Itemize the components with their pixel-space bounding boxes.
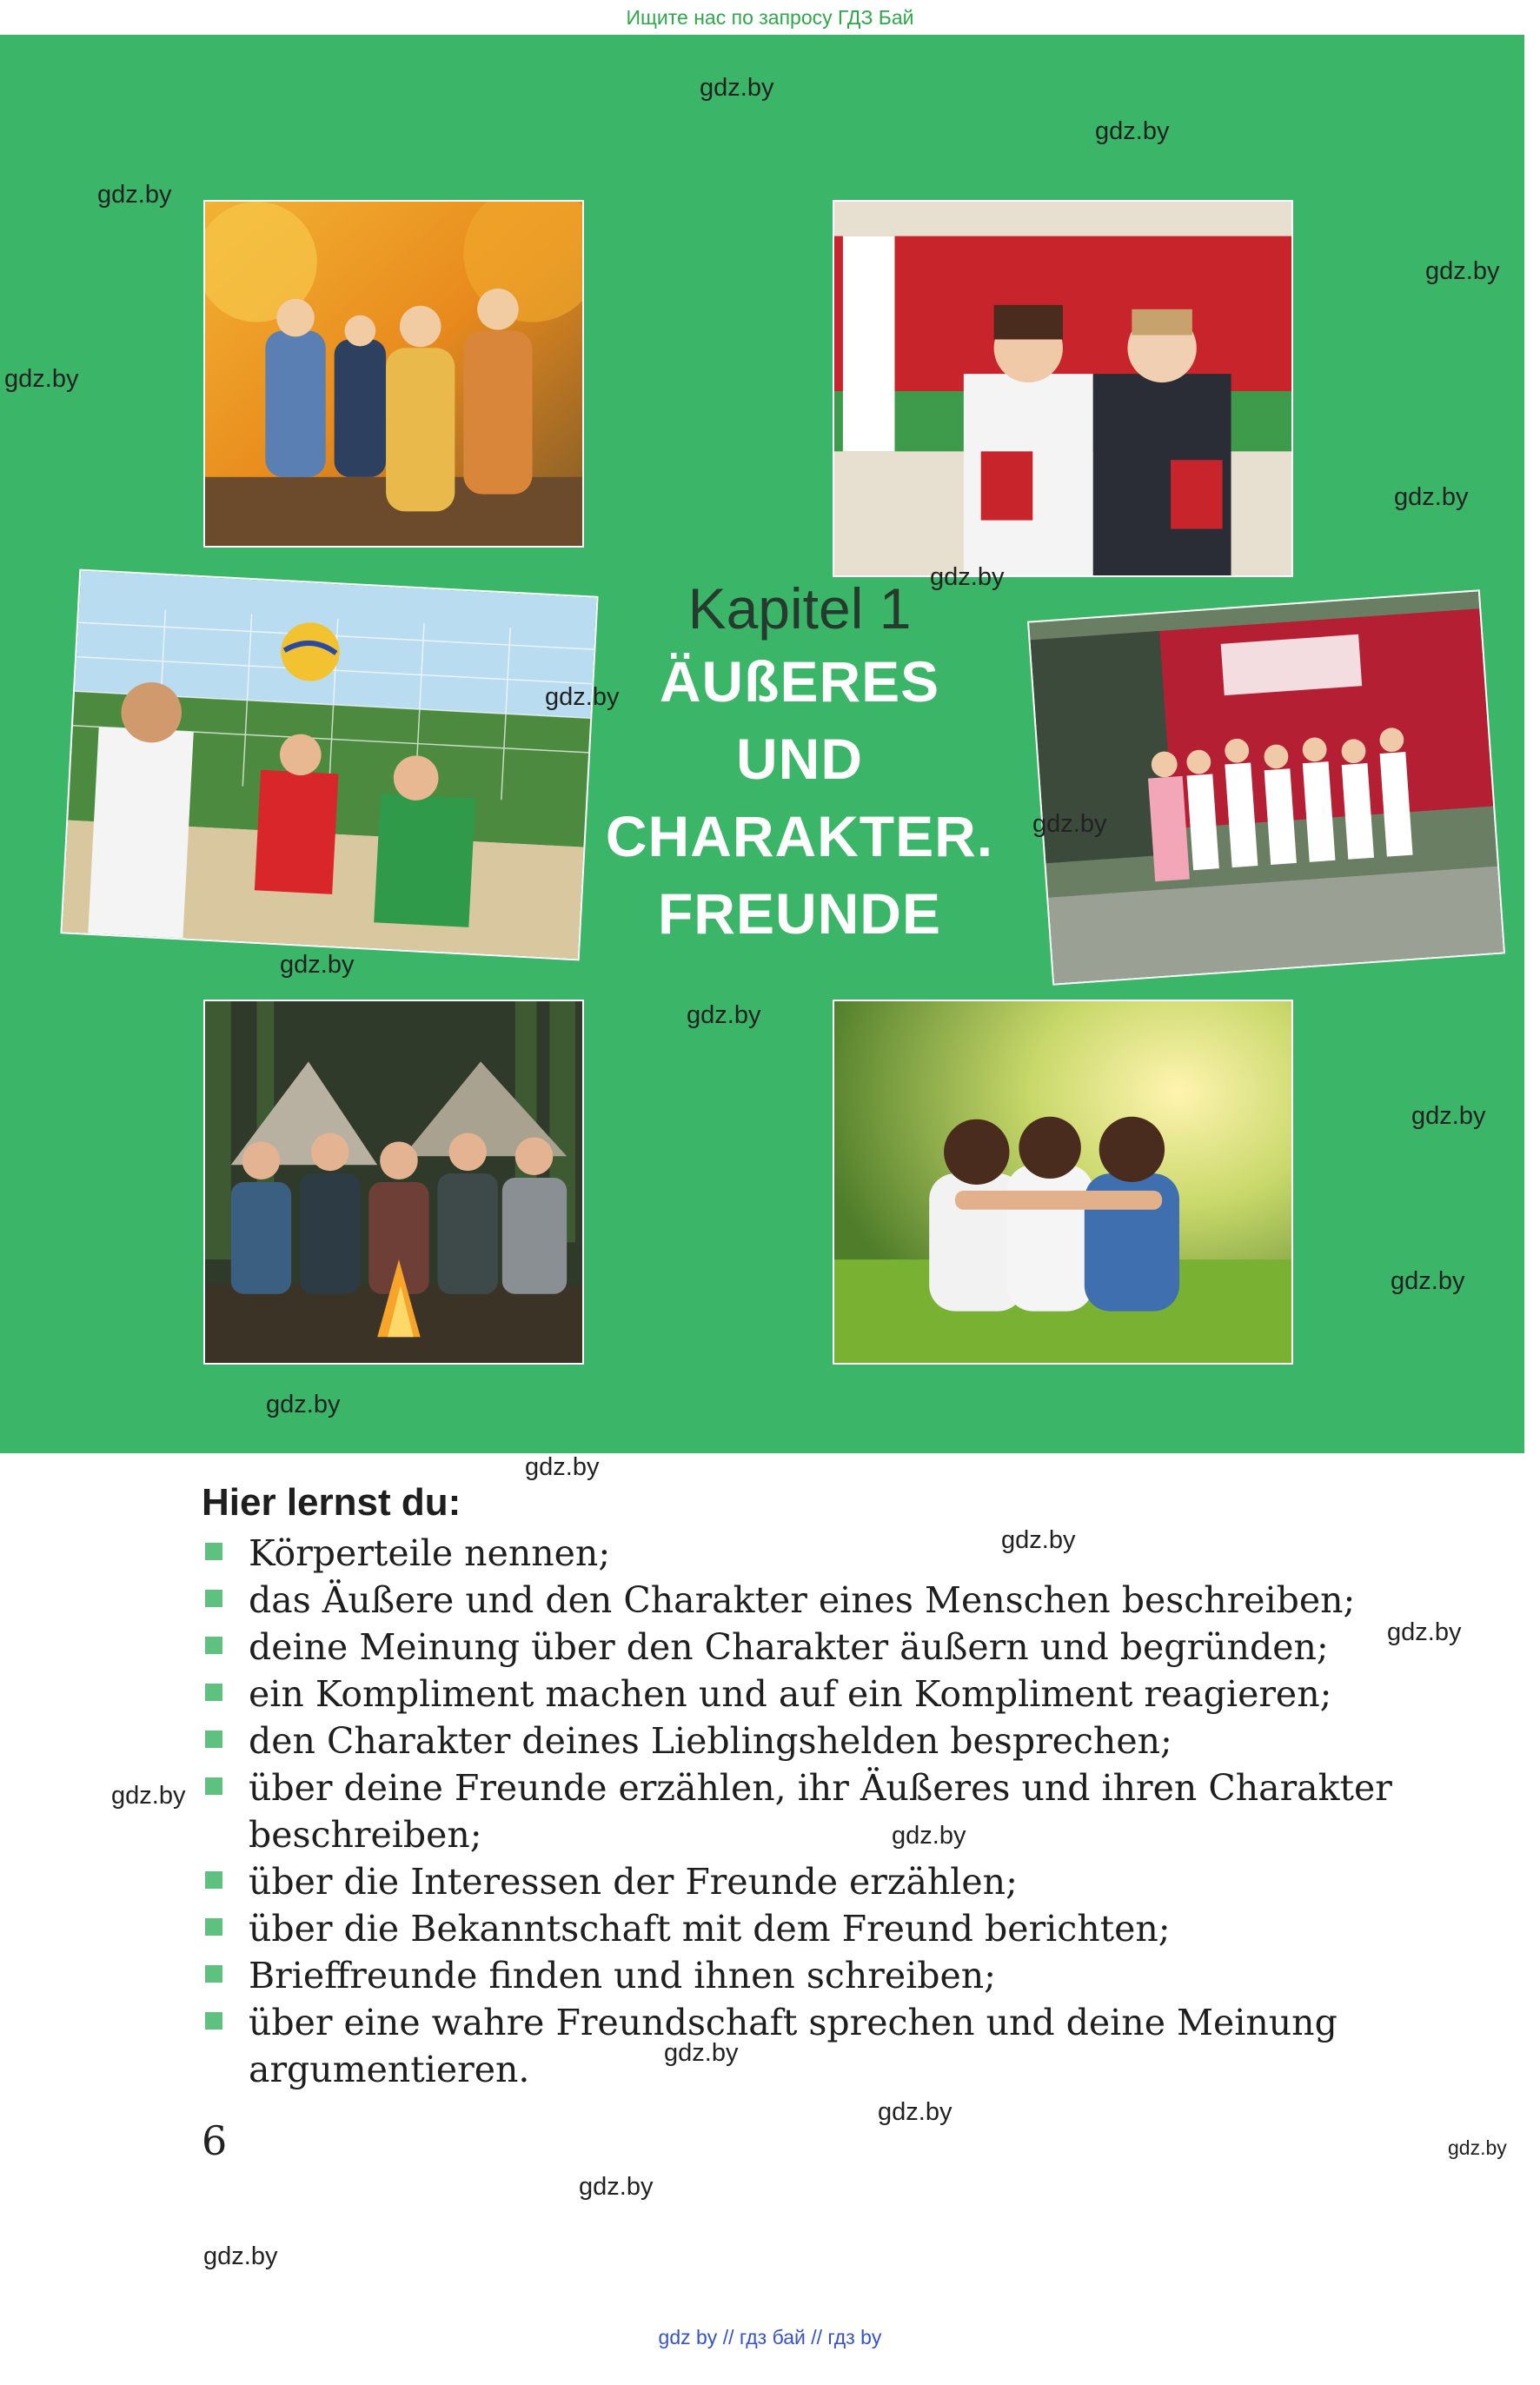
list-item-text: über deine Freunde erzählen, ihr Äußeres und ihren Charakter beschreiben;: [249, 1767, 1392, 1856]
watermark: gdz.by: [700, 74, 774, 102]
list-item-text: Körperteile nennen;: [249, 1532, 611, 1574]
watermark: gdz.by: [1425, 257, 1500, 285]
watermark: gdz.by: [1448, 2136, 1507, 2159]
chapter-number: Kapitel 1: [687, 576, 912, 641]
autumn-walk-photo: [203, 200, 584, 548]
page-number: 6: [202, 2117, 228, 2164]
pioneers-flag-photo: [833, 200, 1293, 577]
list-item: [202, 1577, 1439, 1624]
watermark: gdz.by: [1387, 1618, 1462, 1646]
square-bullet-icon: [205, 1871, 222, 1889]
list-item: [202, 1671, 1439, 1717]
volleyball-photo: [60, 569, 598, 961]
list-item: [202, 1530, 1439, 1577]
watermark: gdz.by: [4, 365, 79, 393]
top-banner[interactable]: Ищите нас по запросу ГДЗ Бай: [626, 6, 914, 29]
list-item-text: über eine wahre Freundschaft sprechen und deine Meinung argumentieren.: [249, 2002, 1338, 2090]
list-item-text: ein Kompliment machen und auf ein Kompliment reagieren;: [249, 1673, 1332, 1715]
list-item: [202, 1858, 1439, 1905]
friends-meadow-photo: [833, 1000, 1293, 1365]
watermark: gdz.by: [203, 2242, 278, 2270]
watermark: gdz.by: [280, 951, 355, 979]
watermark: gdz.by: [687, 1001, 761, 1029]
list-item-text: über die Bekanntschaft mit dem Freund berichten;: [249, 1908, 1171, 1950]
square-bullet-icon: [205, 1637, 222, 1654]
chapter-title-line: CHARAKTER.: [605, 804, 994, 868]
chapter-title-line: FREUNDE: [657, 881, 941, 946]
watermark: gdz.by: [664, 2039, 739, 2067]
watermark: gdz.by: [97, 181, 172, 209]
list-item: [202, 1999, 1439, 2093]
square-bullet-icon: [205, 1731, 222, 1748]
chapter-title-line: UND: [736, 727, 863, 791]
victory-train-photo: [1027, 589, 1505, 985]
chapter-title-line: ÄUßERES: [659, 649, 940, 714]
list-item-text: den Charakter deines Lieblingshelden besprechen;: [249, 1720, 1172, 1762]
chapter-cover-panel: [0, 35, 1524, 1453]
list-item: [202, 1624, 1439, 1671]
list-item: [202, 1764, 1439, 1858]
square-bullet-icon: [205, 1684, 222, 1701]
watermark: gdz.by: [1394, 483, 1469, 511]
watermark: gdz.by: [1411, 1102, 1486, 1130]
list-item-text: deine Meinung über den Charakter äußern und begründen;: [249, 1626, 1329, 1668]
watermark: gdz.by: [1095, 117, 1170, 145]
list-item-text: Brieffreunde finden und ihnen schreiben;: [249, 1955, 996, 1996]
watermark: gdz.by: [545, 683, 620, 711]
list-item-text: über die Interessen der Freunde erzählen;: [249, 1861, 1018, 1903]
learning-goals: [202, 1478, 1418, 2093]
chapter-title-block: [591, 574, 1008, 953]
square-bullet-icon: [205, 1777, 222, 1795]
square-bullet-icon: [205, 1543, 222, 1560]
campfire-photo: [203, 1000, 584, 1365]
learning-goals-list: [202, 1530, 1418, 2093]
watermark: gdz.by: [1001, 1526, 1076, 1554]
square-bullet-icon: [205, 1590, 222, 1607]
list-item-text: das Äußere und den Charakter eines Menschen beschreiben;: [249, 1579, 1356, 1621]
watermark: gdz.by: [1032, 810, 1107, 838]
learning-goals-heading: Hier lernst du:: [202, 1481, 461, 1524]
watermark: gdz.by: [1391, 1267, 1465, 1295]
square-bullet-icon: [205, 1965, 222, 1983]
watermark: gdz.by: [930, 563, 1005, 591]
watermark: gdz.by: [579, 2173, 654, 2201]
watermark: gdz.by: [111, 1782, 186, 1810]
watermark: gdz.by: [878, 2098, 953, 2126]
list-item: [202, 1717, 1439, 1764]
list-item: [202, 1952, 1439, 1999]
square-bullet-icon: [205, 1918, 222, 1936]
bottom-banner-links[interactable]: gdz by // гдз бай // гдз by: [658, 2326, 882, 2348]
watermark: gdz.by: [525, 1453, 600, 1481]
watermark: gdz.by: [266, 1391, 341, 1418]
watermark: gdz.by: [892, 1822, 966, 1850]
square-bullet-icon: [205, 2012, 222, 2030]
list-item: [202, 1905, 1439, 1952]
